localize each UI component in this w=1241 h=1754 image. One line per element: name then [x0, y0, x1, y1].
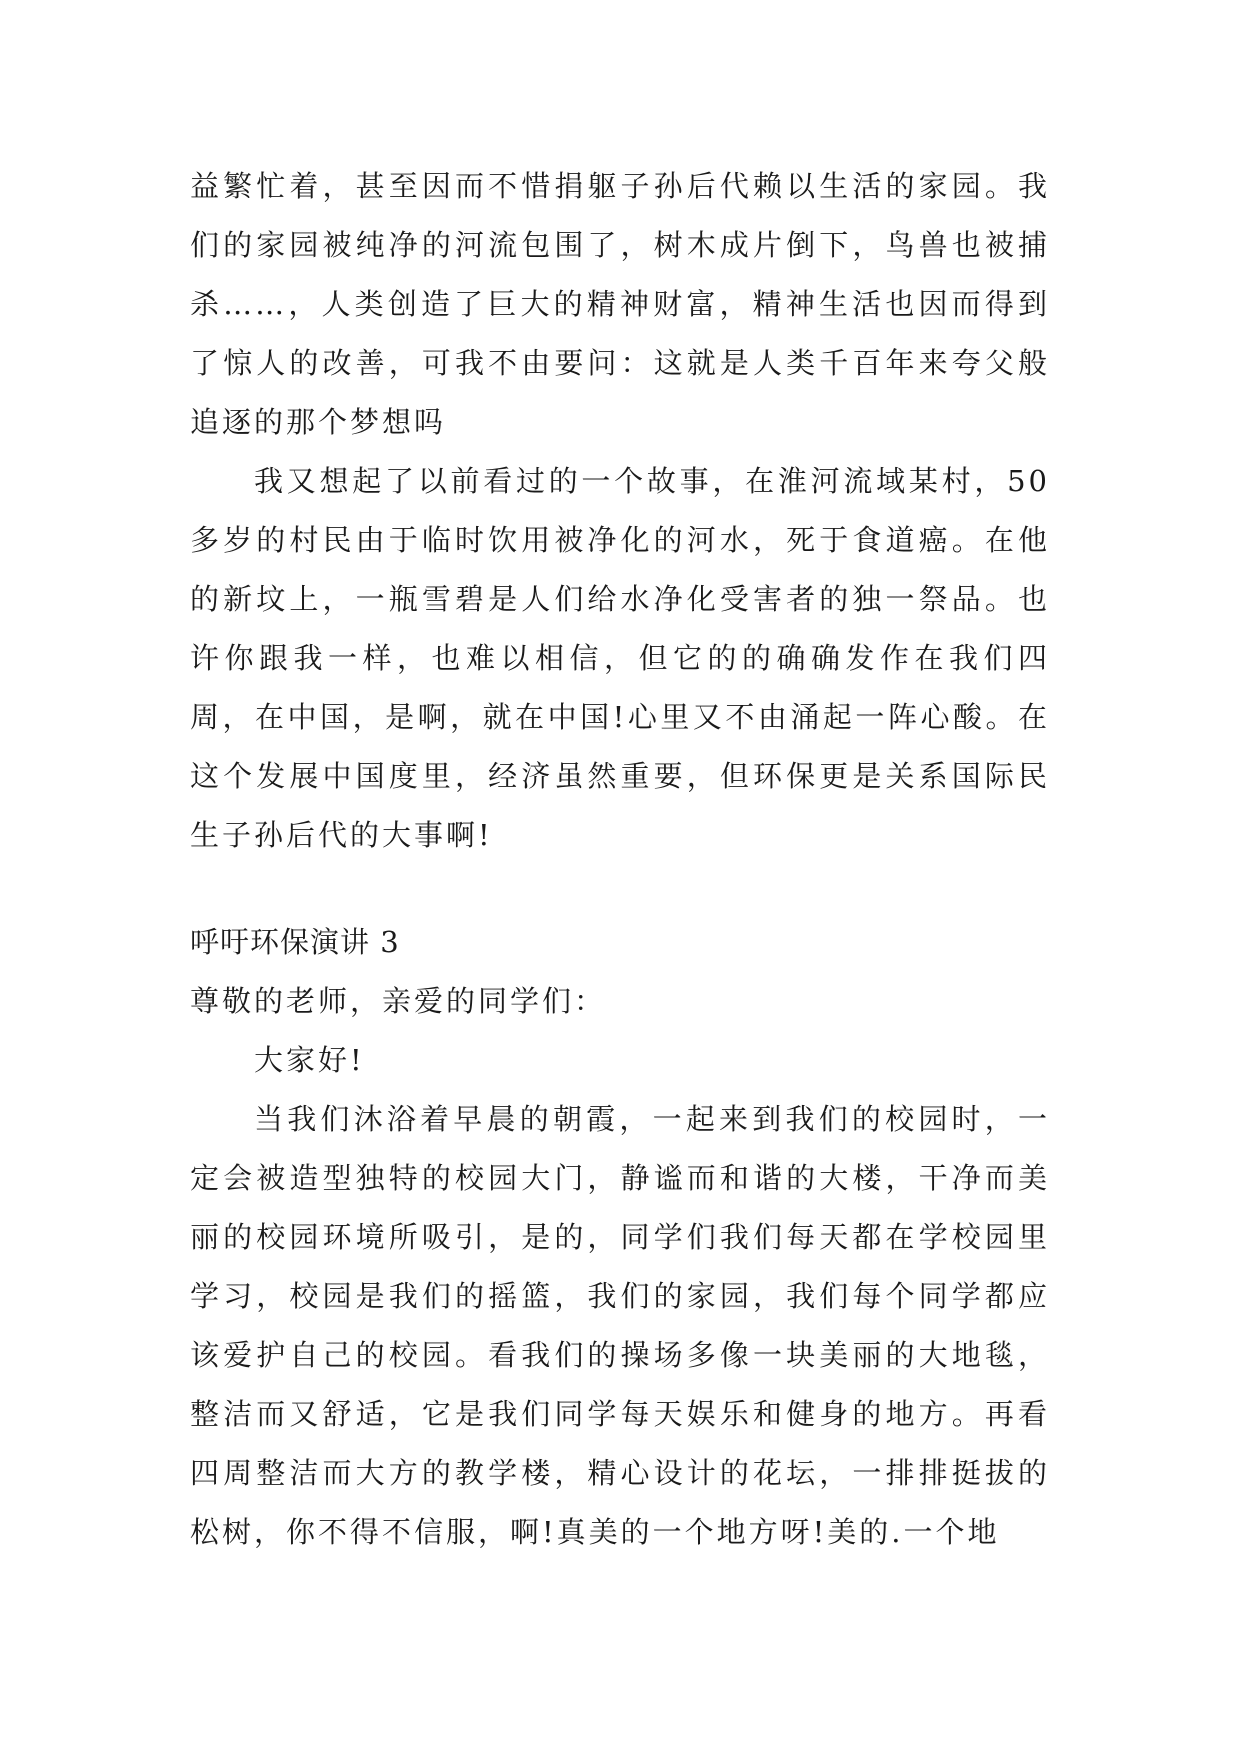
paragraph-continuation: 益繁忙着，甚至因而不惜捐躯子孙后代赖以生活的家园。我们的家园被纯净的河流包围了，树木成片倒下，鸟兽也被捕杀……，人类创造了巨大的精神财富，精神生活也因而得到了惊人的改善，可我不由要问：这就是人类千百年来夸父般追逐的那个梦想吗 [190, 169, 1050, 439]
greeting: 大家好! [254, 1043, 365, 1077]
section-2-body [190, 972, 1050, 1562]
salutation: 尊敬的老师，亲爱的同学们： [190, 984, 607, 1018]
speech-title: 呼吁环保演讲 3 [190, 925, 400, 959]
paragraph-campus: 当我们沐浴着早晨的朝霞，一起来到我们的校园时，一定会被造型独特的校园大门，静谧而和谐的大楼，干净而美丽的校园环境所吸引，是的，同学们我们每天都在学校园里学习，校园是我们的摇篮，我们的家园，我们每个同学都应该爱护自己的校园。看我们的操场多像一块美丽的大地毯，整洁而又舒适，它是我们同学每天娱乐和健身的地方。再看四周整洁而大方的教学楼，精心设计的花坛，一排排挺拔的松树，你不得不信服，啊!真美的一个地方呀!美的.一个地 [190, 1102, 1050, 1549]
section-1-body [190, 157, 1050, 865]
paragraph-story: 我又想起了以前看过的一个故事，在淮河流域某村，50多岁的村民由于临时饮用被净化的河水，死于食道癌。在他的新坟上，一瓶雪碧是人们给水净化受害者的独一祭品。也许你跟我一样，也难以相信，但它的的确确发作在我们四周，在中国，是啊，就在中国!心里又不由涌起一阵心酸。在这个发展中国度里，经济虽然重要，但环保更是关系国际民生子孙后代的大事啊! [190, 464, 1050, 852]
